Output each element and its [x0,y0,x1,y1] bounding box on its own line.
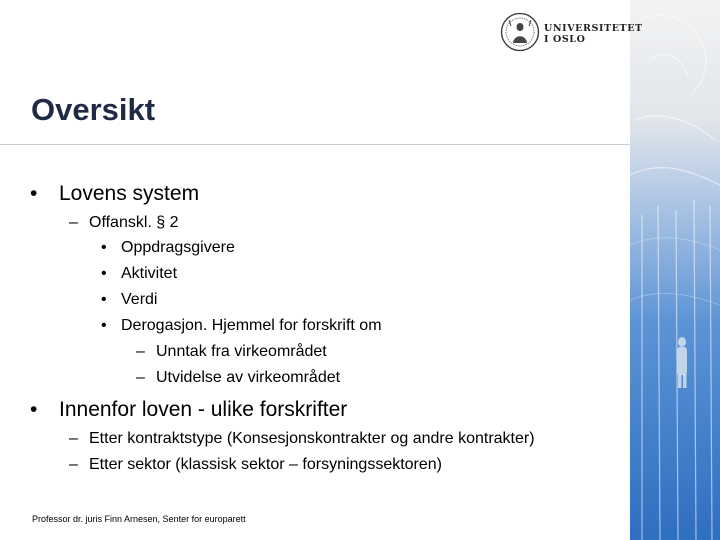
bullet-marker: • [101,317,107,334]
bullet-kontraktstype [69,430,535,447]
bullet-text: Utvidelse av virkeområdet [156,369,341,386]
bullet-lovens-system [30,182,200,205]
bullet-text: Lovens system [59,182,200,205]
bullet-marker: • [101,265,107,282]
dash-marker: – [136,369,145,386]
bullet-text: Offanskl. § 2 [89,214,179,231]
bullet-derogasjon [101,317,382,334]
slide-title: Oversikt [31,92,156,127]
bullet-text: Oppdragsgivere [121,239,235,256]
dash-marker: – [69,430,78,447]
dash-marker: – [136,343,145,360]
dash-marker: – [69,456,78,473]
side-decoration-art [630,0,720,540]
bullet-text: Innenfor loven - ulike forskrifter [59,398,348,421]
footer-author: Professor dr. juris Finn Arnesen, Senter for europarett [32,514,246,524]
university-logo [500,12,643,52]
bullet-offanskl [69,214,179,231]
side-decoration [630,0,720,540]
bullet-innenfor-loven [30,398,348,421]
bullet-text: Aktivitet [121,265,178,282]
university-name-line1: UNIVERSITETET [544,23,643,34]
dash-marker: – [69,214,78,231]
bullet-verdi [101,291,158,308]
bullet-text: Unntak fra virkeområdet [156,343,327,360]
bullet-text: Derogasjon. Hjemmel for forskrift om [121,317,382,334]
bullet-text: Verdi [121,291,158,308]
bullet-marker: • [101,291,107,308]
bullet-sektor [69,456,443,473]
bullet-aktivitet [101,265,178,282]
university-seal-icon [500,12,540,52]
bullet-utvidelse [136,369,341,386]
bullet-text: Etter kontraktstype (Konsesjonskontrakter og andre kontrakter) [89,430,535,447]
university-name-line2: I OSLO [544,34,586,45]
bullet-marker: • [101,239,107,256]
bullet-marker: • [30,398,38,421]
bullet-oppdragsgivere [101,239,235,256]
university-name [544,23,643,45]
title-divider [0,144,630,145]
bullet-marker: • [30,182,38,205]
bullet-unntak [136,343,327,360]
bullet-text: Etter sektor (klassisk sektor – forsyningssektoren) [89,456,443,473]
